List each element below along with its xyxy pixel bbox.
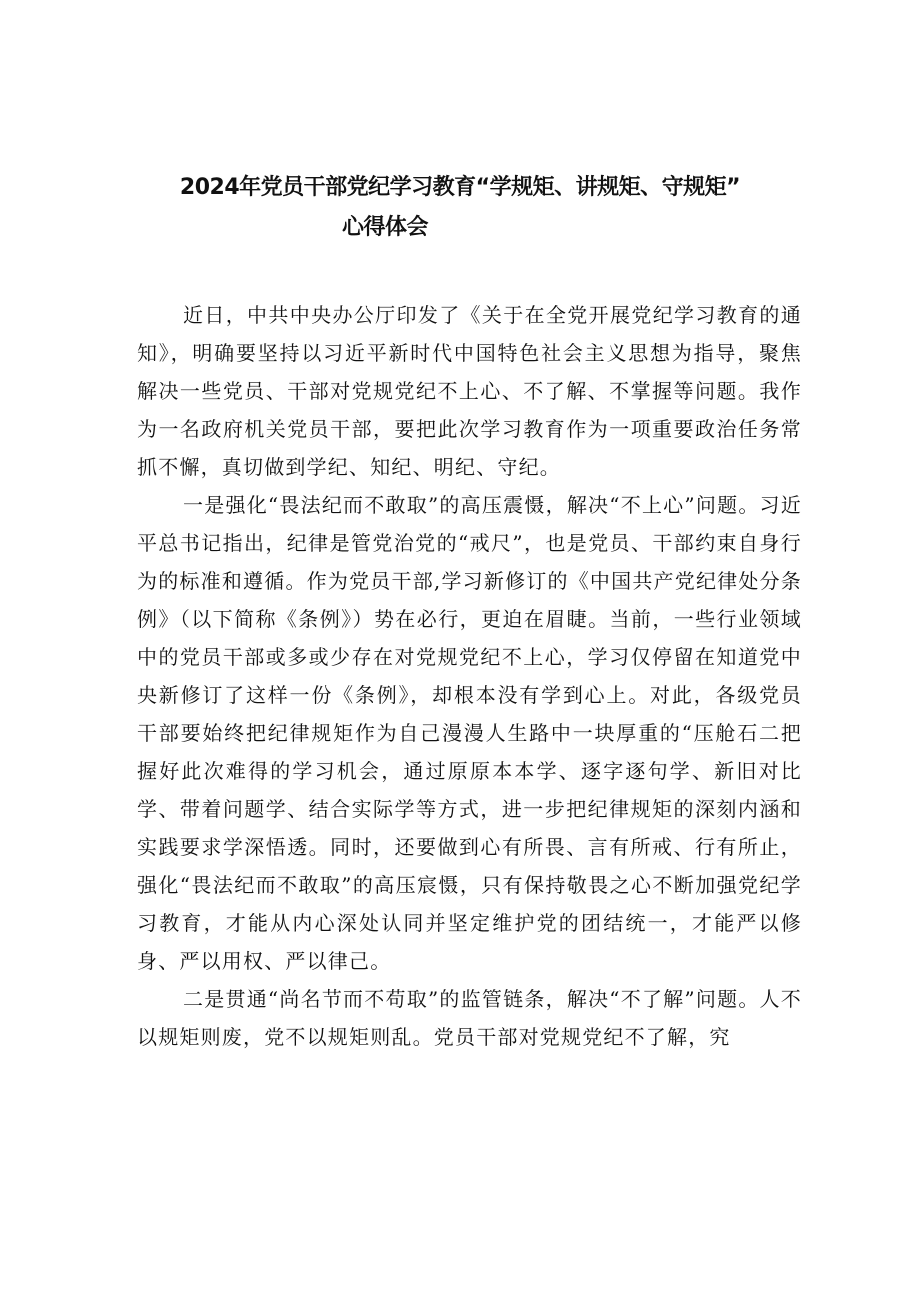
title-line-2: 心得体会	[341, 215, 428, 240]
paragraph-intro: 近日，中共中央办公厅印发了《关于在全党开展党纪学习教育的通知》，明确要坚持以习近平新时代中国特色社会主义思想为指导，聚焦解决一些党员、干部对党规党纪不上心、不了解、不掌握等问题。我作为一名政府机关党员干部，要把此次学习教育作为一项重要政治任务常抓不懈，真切做到学纪、知纪、明纪、守纪。	[137, 303, 802, 479]
title-line-1: 2024年党员干部党纪学习教育“学规矩、讲规矩、守规矩”	[179, 175, 741, 200]
document-title	[0, 168, 920, 248]
paragraph-point-2: 二是贯通“尚名节而不苟取”的监管链条，解决“不了解”问题。人不以规矩则废，党不以规矩则乱。党员干部对党规党纪不了解，究	[137, 987, 802, 1049]
document-body	[137, 296, 802, 1056]
paragraph-point-1: 一是强化“畏法纪而不敢取”的高压震慑，解决“不上心”问题。习近平总书记指出，纪律是管党治党的“戒尺”，也是党员、干部约束自身行为的标准和遵循。作为党员干部,学习新修订的《中国共产党纪律处分条例》（以下简称《条例》）势在必行，更迫在眉睫。当前，一些行业领域中的党员干部或多或少存在对党规党纪不上心，学习仅停留在知道党中央新修订了这样一份《条例》，却根本没有学到心上。对此，各级党员干部要始终把纪律规矩作为自己漫漫人生路中一块厚重的“压舱石二把握好此次难得的学习机会，通过原原本本学、逐字逐句学、新旧对比学、带着问题学、结合实际学等方式，进一步把纪律规矩的深刻内涵和实践要求学深悟透。同时，还要做到心有所畏、言有所戒、行有所止，强化“畏法纪而不敢取”的高压宸慑，只有保持敬畏之心不断加强党纪学习教育，才能从内心深处认同并坚定维护党的团结统一，才能严以修身、严以用权、严以律己。	[137, 493, 802, 973]
